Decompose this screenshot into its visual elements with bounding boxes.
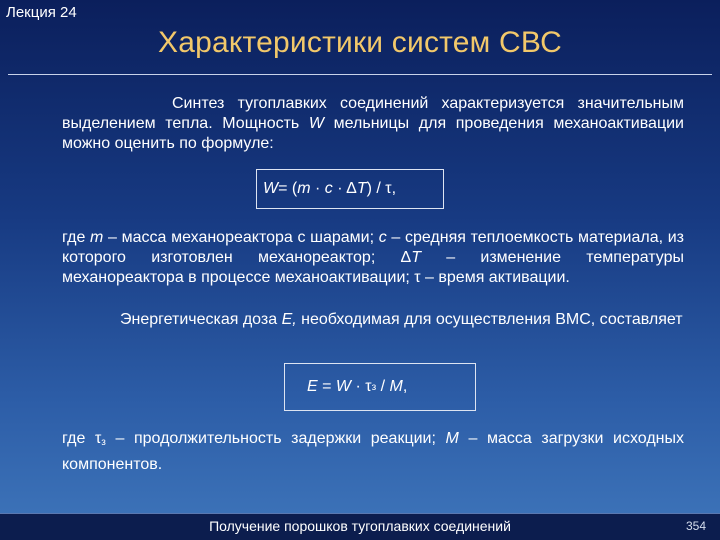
f2-slash: / (376, 378, 390, 395)
title-divider (8, 74, 712, 75)
p1-text-a: Синтез тугоплавких соединений характеризуется значительным выделением тепла. Мощность (62, 95, 684, 132)
paragraph-definitions (62, 228, 684, 288)
f1-m: m (297, 180, 311, 197)
f1-close: ) / τ, (366, 180, 397, 197)
f2-e: E (307, 378, 318, 395)
p2-lead: где (62, 229, 91, 246)
f1-dot2: · Δ (332, 180, 357, 197)
paragraph-energy-dose (62, 310, 684, 330)
paragraph-delay (62, 428, 684, 476)
lecture-label: Лекция 24 (6, 4, 77, 21)
p2-t3: – изменение температуры механореактора в процессе механоактивации; τ – время активации. (62, 249, 685, 286)
p2-t: T (411, 249, 421, 266)
p2-t2: – средняя теплоемкость материала, из которого изготовлен механореактор; Δ (62, 229, 684, 266)
slide-title: Характеристики систем СВС (158, 26, 562, 59)
f2-comma: , (402, 378, 408, 395)
p4-sub: з (101, 437, 106, 448)
p4-t1: – продолжительность задержки реакции; (105, 430, 446, 447)
f1-w: W (263, 180, 279, 197)
formula-power (256, 169, 444, 209)
footer-bar (0, 513, 720, 540)
p4-t2: – масса загрузки исходных компонентов. (62, 430, 684, 473)
p4-lead: где τ (62, 430, 102, 447)
f1-open: = ( (278, 180, 298, 197)
paragraph-synthesis (62, 94, 684, 154)
p1-text-b: мельницы для проведения механоактивации можно оценить по формуле: (62, 115, 684, 152)
f2-m: M (389, 378, 403, 395)
p3-t2: необходимая для осуществления ВМС, составляет (296, 311, 683, 328)
page-number: 354 (685, 519, 706, 533)
p2-m: m (90, 229, 104, 246)
p3-t1: Энергетическая доза (120, 311, 282, 328)
footer-title: Получение порошков тугоплавких соединений (209, 518, 511, 534)
p3-e: E, (281, 311, 297, 328)
f1-c: c (324, 180, 333, 197)
f2-sub: з (371, 381, 377, 393)
p4-m: M (445, 430, 459, 447)
p2-t1: – масса механореактора с шарами; (103, 229, 379, 246)
f1-dot1: · (310, 180, 325, 197)
f2-eq: = (317, 378, 336, 395)
p1-var-w: W (308, 115, 325, 132)
f1-t: T (356, 180, 367, 197)
p2-c: c (378, 229, 387, 246)
f2-w: W (335, 378, 352, 395)
f2-dot: · τ (351, 378, 372, 395)
formula-energy (284, 363, 476, 411)
